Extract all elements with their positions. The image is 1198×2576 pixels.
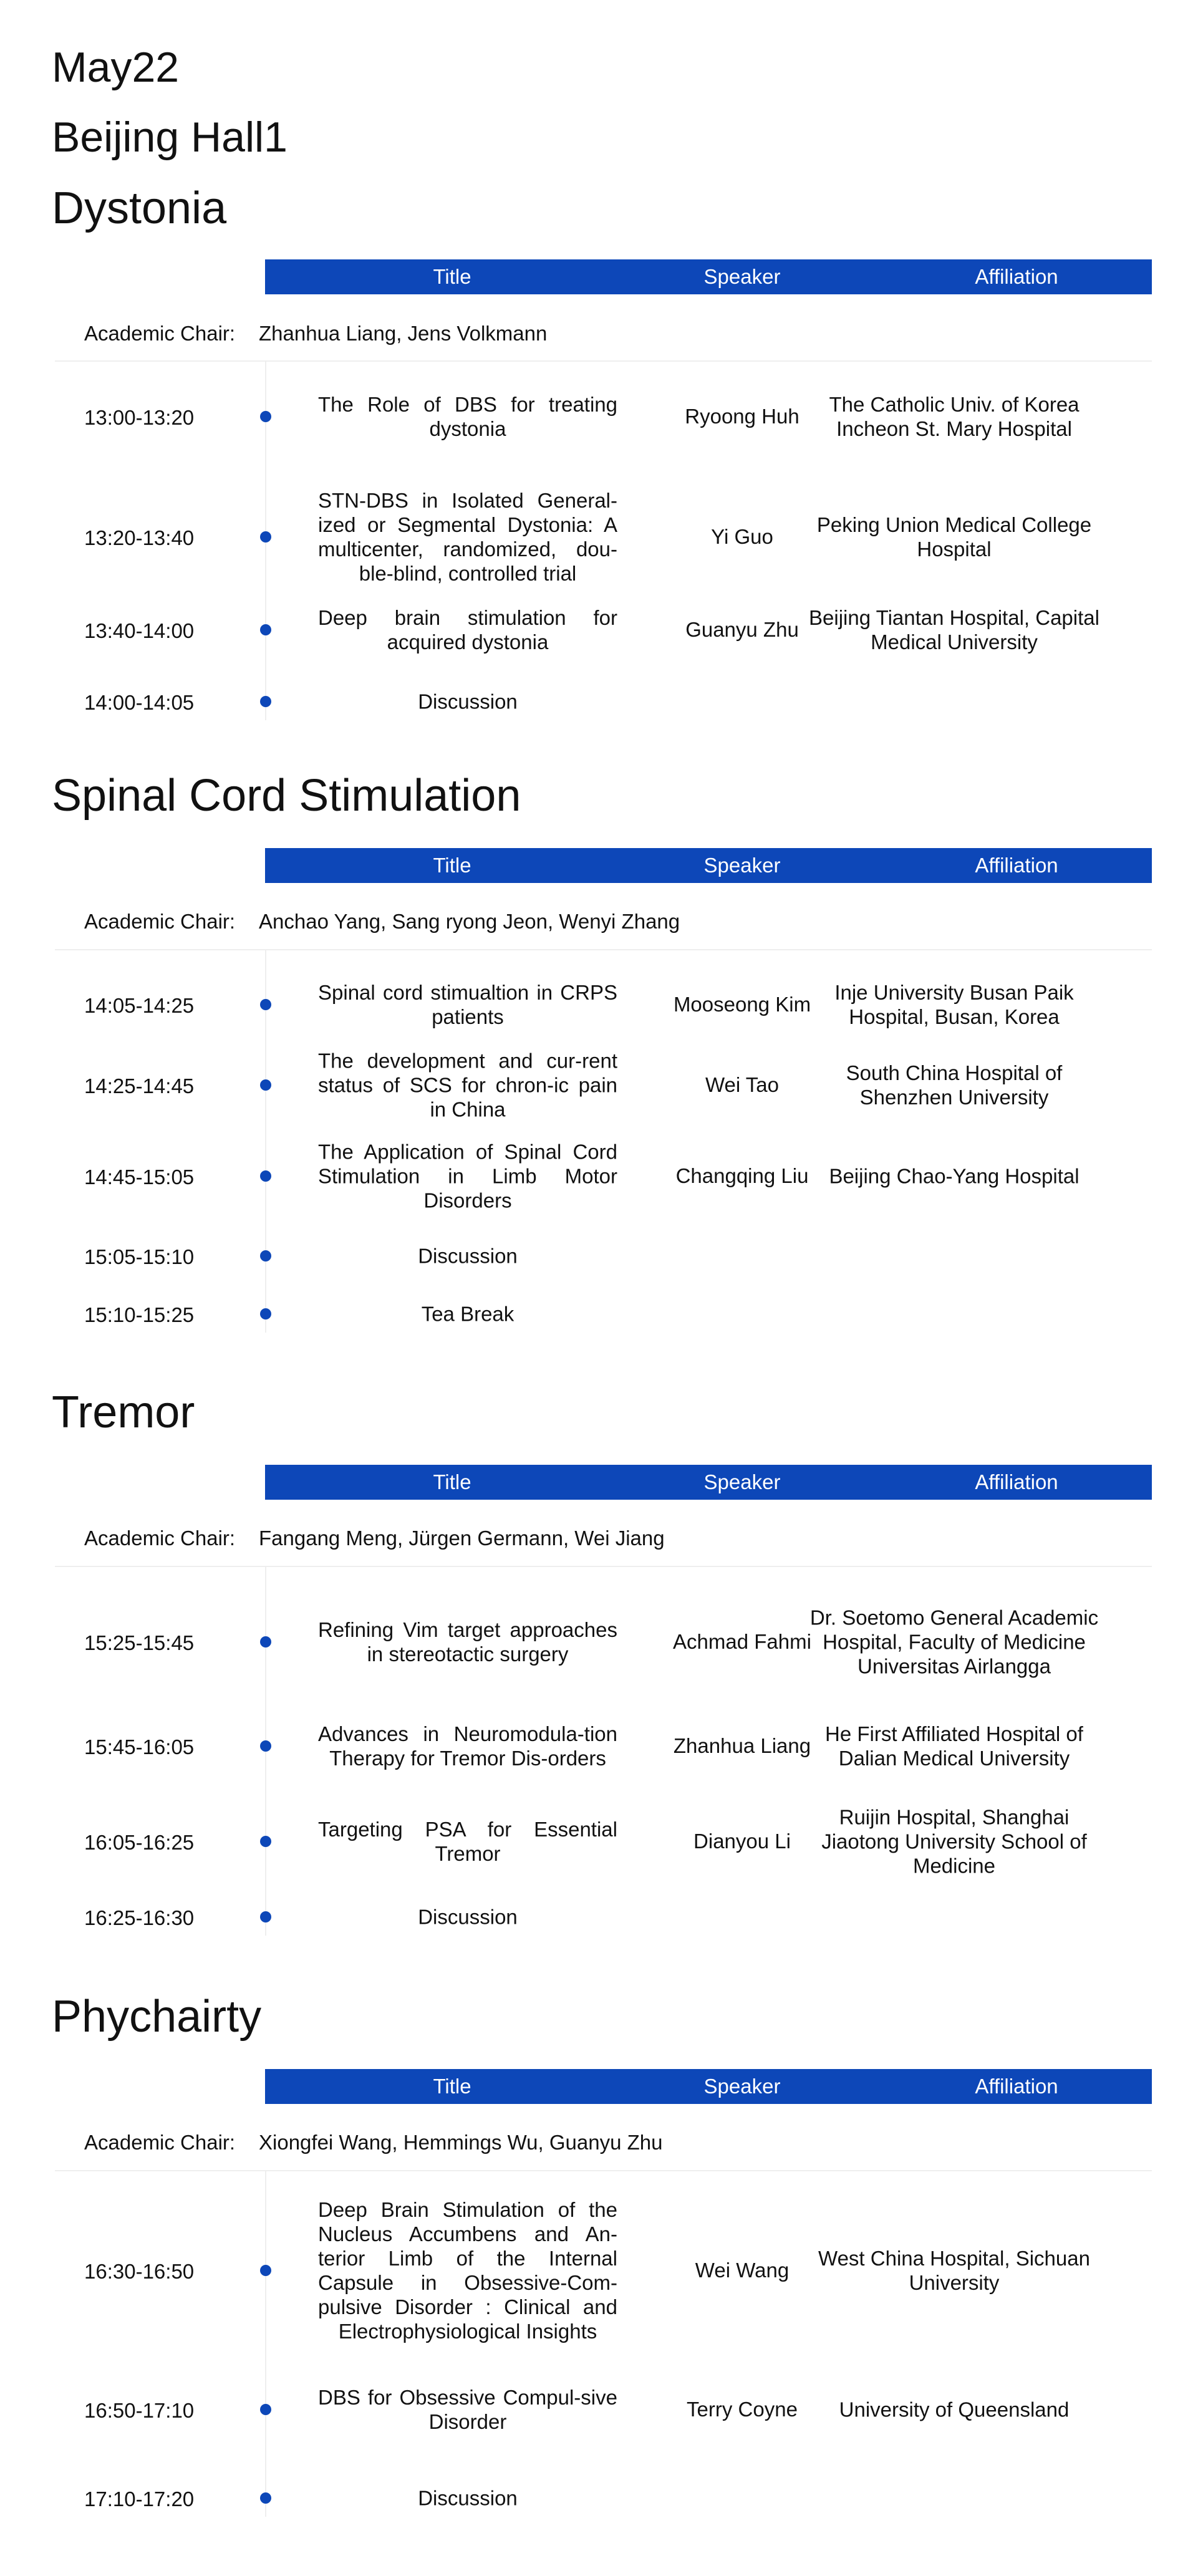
column-header-speaker: Speaker	[703, 2075, 781, 2098]
talk-title: Discussion	[418, 1905, 518, 1929]
academic-chair-label: Academic Chair:	[84, 2131, 236, 2154]
speaker-name: Yi Guo	[711, 525, 773, 548]
talk-title: The Application of Spinal Cord Stimulation in Limb Motor Disorders	[318, 1140, 617, 1212]
column-header-affiliation: Affiliation	[975, 265, 1058, 288]
column-header-affiliation: Affiliation	[975, 2075, 1058, 2098]
column-header-speaker: Speaker	[703, 1470, 781, 1493]
column-header-bar	[265, 1465, 1152, 1500]
timeline-dot	[260, 1170, 271, 1182]
timeline-dot	[260, 696, 271, 707]
timeline-dot	[260, 2492, 271, 2504]
time-slot: 13:20-13:40	[84, 526, 195, 549]
talk-title: Advances in Neuromodula-tion Therapy for Tremor Dis-orders	[318, 1722, 617, 1770]
speaker-affiliation: Inje University Busan Paik Hospital, Busan, Korea	[834, 981, 1074, 1028]
column-header-bar	[265, 2069, 1152, 2104]
column-header-title: Title	[433, 1470, 471, 1493]
time-slot: 14:00-14:05	[84, 691, 195, 714]
column-header-speaker: Speaker	[703, 854, 781, 877]
speaker-name: Changqing Liu	[675, 1164, 809, 1187]
talk-title: Discussion	[418, 2486, 518, 2510]
time-slot: 14:25-14:45	[84, 1074, 195, 1097]
talk-title: Discussion	[418, 690, 518, 713]
timeline-dot	[260, 1079, 271, 1091]
speaker-name: Wei Wang	[695, 2259, 790, 2282]
talk-title: DBS for Obsessive Compul-sive Disorder	[318, 2386, 617, 2433]
timeline-dot	[260, 999, 271, 1010]
talk-title: Refining Vim target approaches in stereotactic surgery	[318, 1618, 617, 1666]
speaker-affiliation: He First Affiliated Hospital of Dalian Medical University	[825, 1722, 1083, 1770]
talk-title: The Role of DBS for treating dystonia	[318, 393, 617, 440]
speaker-affiliation: Ruijin Hospital, Shanghai Jiaotong University School of Medicine	[821, 1805, 1087, 1878]
talk-title: Tea Break	[421, 1302, 514, 1326]
time-slot: 15:45-16:05	[84, 1735, 195, 1758]
time-slot: 16:25-16:30	[84, 1906, 195, 1929]
column-header-bar	[265, 259, 1152, 294]
academic-chair-names: Anchao Yang, Sang ryong Jeon, Wenyi Zhang	[259, 910, 680, 933]
timeline-dot	[260, 1740, 271, 1752]
academic-chair-label: Academic Chair:	[84, 1527, 236, 1550]
speaker-affiliation: The Catholic Univ. of Korea Incheon St. Mary Hospital	[829, 393, 1080, 440]
speaker-affiliation: Beijing Tiantan Hospital, Capital Medical University	[809, 606, 1099, 654]
time-slot: 17:10-17:20	[84, 2487, 195, 2511]
speaker-affiliation: University of Queensland	[839, 2398, 1070, 2421]
speaker-affiliation: Beijing Chao-Yang Hospital	[829, 1164, 1080, 1188]
column-header-speaker: Speaker	[703, 265, 781, 288]
time-slot: 16:30-16:50	[84, 2260, 195, 2283]
talk-title: Deep Brain Stimulation of the Nucleus Accumbens and An-terior Limb of the Internal Capsule in Obsessive-Com-pulsive Disorder : Clinical and Electrophysiological Insights	[318, 2198, 617, 2343]
speaker-name: Dianyou Li	[693, 1830, 791, 1853]
hall-heading: Beijing Hall1	[52, 113, 287, 161]
time-slot: 15:25-15:45	[84, 1631, 195, 1654]
timeline-dot	[260, 624, 271, 635]
talk-title: Discussion	[418, 1244, 518, 1268]
speaker-affiliation: West China Hospital, Sichuan University	[818, 2247, 1090, 2294]
speaker-affiliation: South China Hospital of Shenzhen University	[846, 1061, 1063, 1109]
talk-title: Spinal cord stimualtion in CRPS patients	[318, 981, 617, 1028]
date-heading: May22	[52, 44, 180, 91]
timeline-dot	[260, 2404, 271, 2415]
time-slot: 14:05-14:25	[84, 994, 195, 1017]
academic-chair-label: Academic Chair:	[84, 910, 236, 933]
speaker-name: Zhanhua Liang	[673, 1734, 811, 1757]
time-slot: 15:05-15:10	[84, 1245, 195, 1268]
talk-title: STN-DBS in Isolated General-ized or Segmental Dystonia: A multicenter, randomized, dou-ble-blind, controlled trial	[318, 489, 617, 585]
column-header-title: Title	[433, 2075, 471, 2098]
timeline-dot	[260, 1250, 271, 1261]
timeline-dot	[260, 531, 271, 543]
timeline-dot	[260, 2265, 271, 2276]
time-slot: 15:10-15:25	[84, 1303, 195, 1326]
column-header-title: Title	[433, 854, 471, 877]
speaker-name: Ryoong Huh	[685, 405, 799, 428]
column-header-bar	[265, 848, 1152, 883]
speaker-name: Mooseong Kim	[673, 993, 811, 1016]
academic-chair-names: Fangang Meng, Jürgen Germann, Wei Jiang	[259, 1527, 665, 1550]
session-title: Tremor	[52, 1387, 195, 1437]
speaker-name: Achmad Fahmi	[673, 1630, 811, 1653]
session-divider	[55, 360, 1152, 362]
academic-chair-label: Academic Chair:	[84, 322, 236, 345]
time-slot: 13:00-13:20	[84, 406, 195, 429]
session-title: Dystonia	[52, 183, 227, 233]
academic-chair-names: Xiongfei Wang, Hemmings Wu, Guanyu Zhu	[259, 2131, 663, 2154]
session-divider	[55, 2170, 1152, 2171]
timeline-dot	[260, 1636, 271, 1647]
speaker-name: Guanyu Zhu	[685, 618, 799, 641]
timeline-line	[265, 2171, 266, 2517]
talk-title: Deep brain stimulation for acquired dystonia	[318, 606, 617, 654]
session-title: Spinal Cord Stimulation	[52, 771, 521, 821]
speaker-name: Wei Tao	[705, 1073, 780, 1096]
column-header-title: Title	[433, 265, 471, 288]
speaker-name: Terry Coyne	[687, 2398, 798, 2421]
time-slot: 16:05-16:25	[84, 1831, 195, 1854]
timeline-dot	[260, 411, 271, 422]
timeline-dot	[260, 1836, 271, 1847]
talk-title: Targeting PSA for Essential Tremor	[318, 1818, 617, 1865]
column-header-affiliation: Affiliation	[975, 1470, 1058, 1493]
session-title: Phychairty	[52, 1992, 262, 2042]
session-divider	[55, 949, 1152, 950]
timeline-dot	[260, 1308, 271, 1319]
academic-chair-names: Zhanhua Liang, Jens Volkmann	[259, 322, 548, 345]
talk-title: The development and cur-rent status of SCS for chron-ic pain in China	[318, 1049, 617, 1121]
speaker-affiliation: Peking Union Medical College Hospital	[816, 513, 1092, 561]
time-slot: 16:50-17:10	[84, 2399, 195, 2422]
speaker-affiliation: Dr. Soetomo General Academic Hospital, Faculty of Medicine Universitas Airlangga	[809, 1606, 1099, 1678]
session-divider	[55, 1566, 1152, 1567]
time-slot: 13:40-14:00	[84, 619, 195, 642]
timeline-dot	[260, 1911, 271, 1922]
time-slot: 14:45-15:05	[84, 1165, 195, 1189]
column-header-affiliation: Affiliation	[975, 854, 1058, 877]
